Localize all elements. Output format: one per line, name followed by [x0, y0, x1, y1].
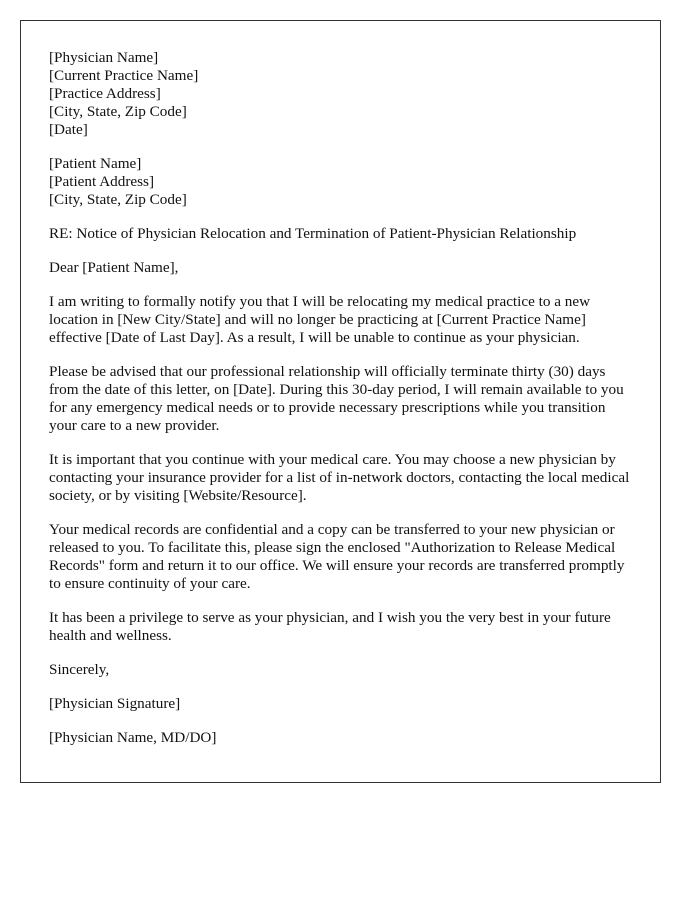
body-paragraph-continuing-care: It is important that you continue with your medical care. You may choose a new physician by contacting your insurance provider for a list of in-network doctors, contacting the local medical society, or by visiting [Website/Resource].	[49, 451, 630, 504]
salutation: Dear [Patient Name],	[49, 259, 179, 276]
physician-signature: [Physician Signature]	[49, 695, 181, 712]
recipient-patient-address: [Patient Address]	[49, 173, 155, 190]
sender-city-state-zip: [City, State, Zip Code]	[49, 103, 187, 120]
body-paragraph-farewell: It has been a privilege to serve as your physician, and I wish you the very best in your future health and wellness.	[49, 609, 611, 644]
closing: Sincerely,	[49, 661, 110, 678]
letter-date: [Date]	[49, 121, 88, 138]
recipient-patient-name: [Patient Name]	[49, 155, 142, 172]
body-paragraph-termination-period: Please be advised that our professional relationship will officially terminate thirty (30) days from the date of this letter, on [Date]. During this 30-day period, I will remain available to you for any emergency medical needs or to provide necessary prescriptions while you transition your care to a new provider.	[49, 363, 624, 434]
recipient-address-block	[49, 155, 632, 209]
sender-physician-name: [Physician Name]	[49, 49, 159, 66]
signer-name: [Physician Name, MD/DO]	[49, 729, 217, 746]
recipient-city-state-zip: [City, State, Zip Code]	[49, 191, 187, 208]
subject-line: RE: Notice of Physician Relocation and Termination of Patient-Physician Relationship	[49, 225, 577, 242]
sender-practice-name: [Current Practice Name]	[49, 67, 199, 84]
body-paragraph-medical-records: Your medical records are confidential and a copy can be transferred to your new physician or released to you. To facilitate this, please sign the enclosed "Authorization to Release Medical Records" form and return it to our office. We will ensure your records are transferred promptly to ensure continuity of your care.	[49, 521, 625, 592]
sender-practice-address: [Practice Address]	[49, 85, 161, 102]
sender-address-block	[49, 49, 632, 139]
letter-document	[20, 20, 661, 783]
body-paragraph-relocation-notice: I am writing to formally notify you that I will be relocating my medical practice to a new location in [New City/State] and will no longer be practicing at [Current Practice Name] effective [Date of Last Day]. As a result, I will be unable to continue as your physician.	[49, 293, 591, 346]
